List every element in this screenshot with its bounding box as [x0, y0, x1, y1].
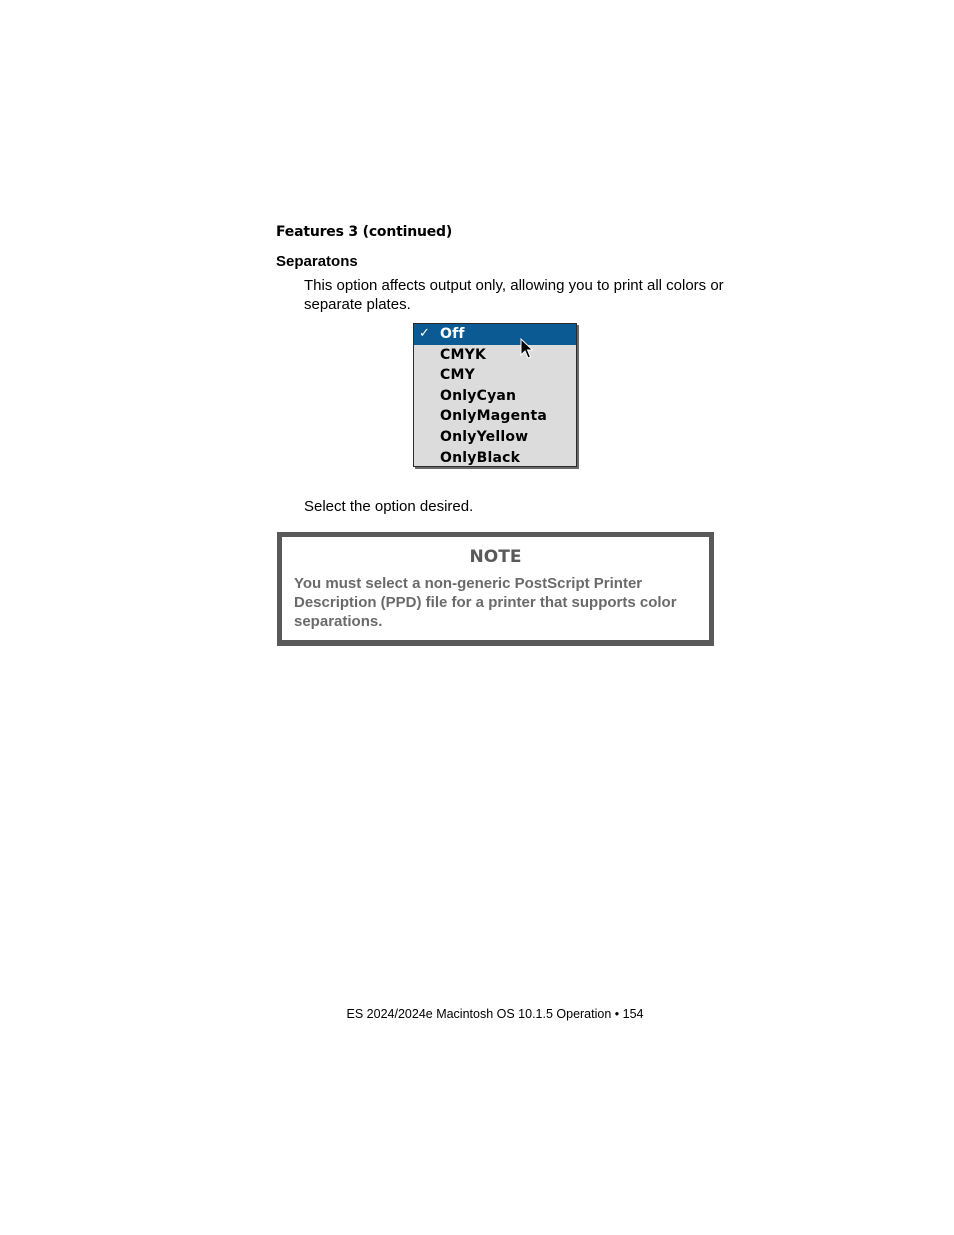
- menu-item-off[interactable]: [414, 324, 576, 345]
- note-box: [277, 532, 714, 646]
- option-heading: Separatons: [276, 253, 358, 270]
- menu-item-onlymagenta[interactable]: [414, 406, 576, 427]
- section-heading: Features 3 (continued): [276, 224, 453, 240]
- menu-item-label: CMY: [440, 367, 475, 384]
- option-description: This option affects output only, allowing you to print all colors or separate plates.: [304, 277, 724, 313]
- arrow-cursor-icon: [520, 338, 534, 360]
- note-text: You must select a non-generic PostScript Printer Description (PPD) file for a printer that supports color separations.: [294, 575, 677, 630]
- menu-item-label: OnlyBlack: [440, 449, 521, 466]
- menu-item-cmy[interactable]: [414, 365, 576, 386]
- page-footer: ES 2024/2024e Macintosh OS 10.1.5 Operation • 154: [346, 1007, 644, 1021]
- note-title: NOTE: [469, 547, 522, 567]
- menu-item-label: OnlyCyan: [440, 387, 517, 404]
- separations-popup-menu[interactable]: [413, 323, 577, 467]
- checkmark-icon: ✓: [419, 326, 431, 341]
- menu-item-label: CMYK: [440, 346, 486, 363]
- instruction-text: Select the option desired.: [304, 498, 474, 515]
- menu-item-onlyyellow[interactable]: [414, 427, 576, 448]
- menu-item-label: Off: [440, 326, 465, 342]
- menu-item-onlyblack[interactable]: [414, 448, 576, 469]
- menu-item-onlycyan[interactable]: [414, 386, 576, 407]
- menu-item-label: OnlyMagenta: [440, 408, 547, 425]
- menu-item-label: OnlyYellow: [440, 428, 529, 445]
- menu-item-cmyk[interactable]: [414, 345, 576, 366]
